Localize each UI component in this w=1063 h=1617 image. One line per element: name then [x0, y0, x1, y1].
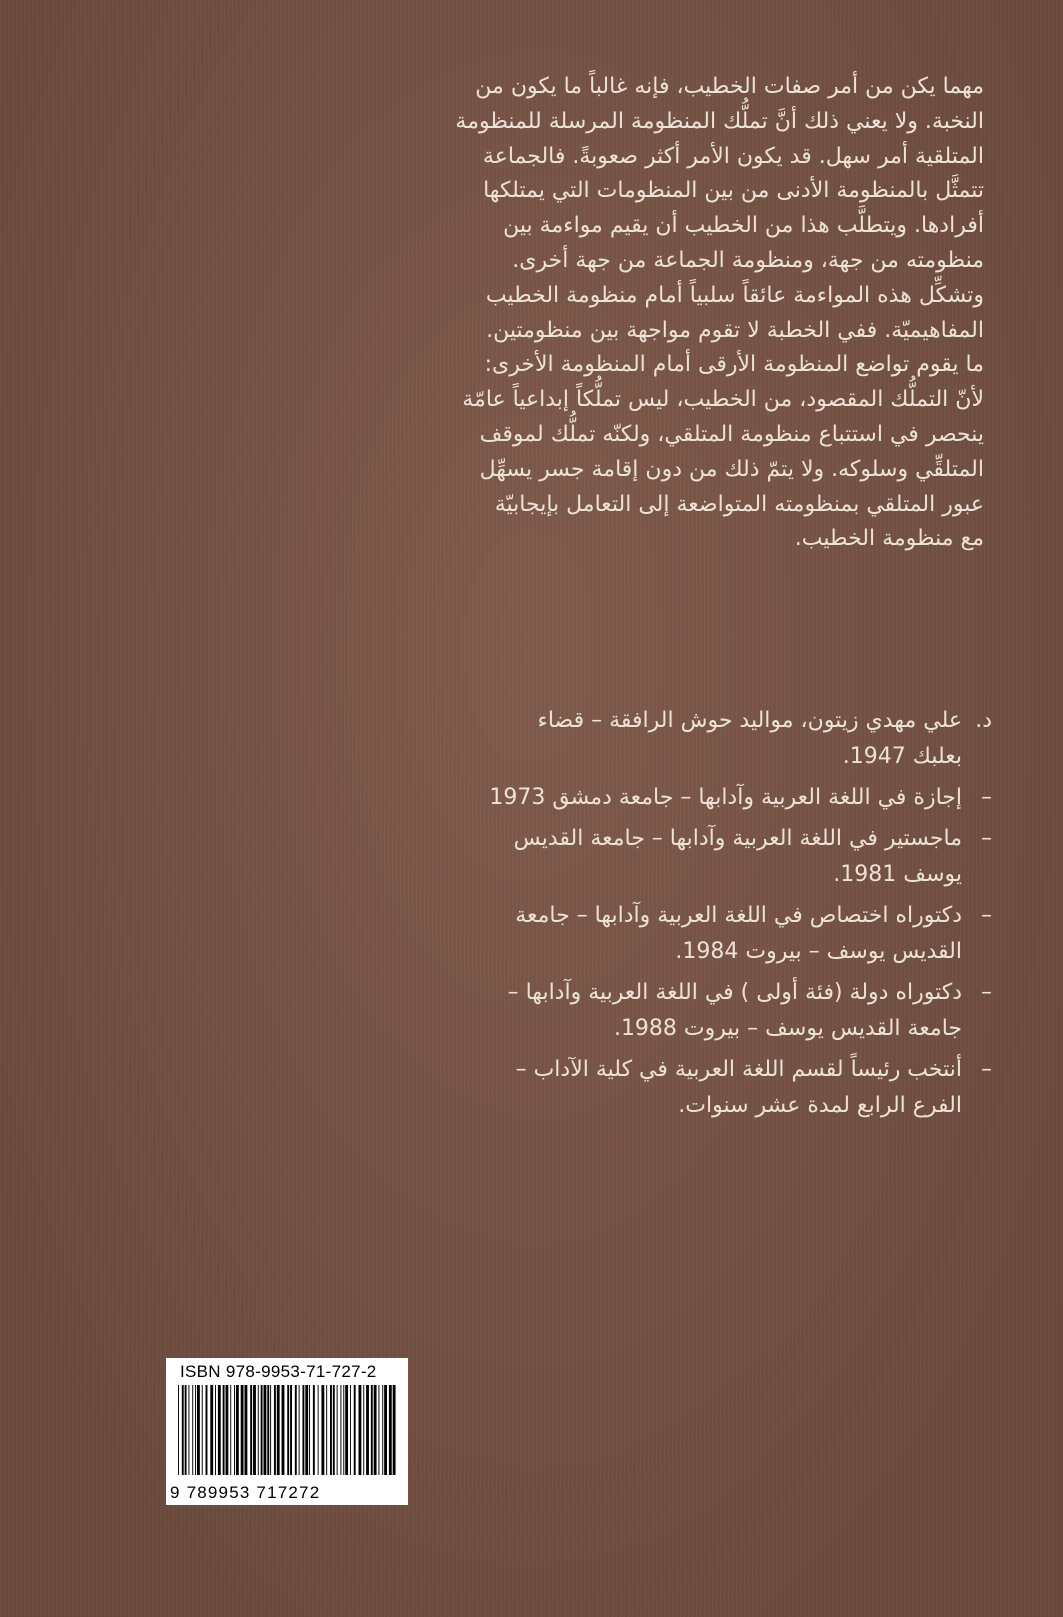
barcode-bar — [389, 1385, 392, 1475]
bio-line: إجازة في اللغة العربية وآدابها – جامعة دمشق 1973 — [489, 785, 962, 810]
blurb-line: أفرادها. ويتطلَّب هذا من الخطيب أن يقيم مواءمة بين — [503, 213, 984, 239]
barcode-bar — [302, 1385, 304, 1475]
barcode-bar — [245, 1385, 248, 1475]
barcode-bar — [236, 1385, 239, 1475]
blurb-line: ما يقوم تواضع المنظومة الأرقى أمام المنظومة الأخرى: — [484, 352, 984, 378]
barcode-bar — [393, 1385, 396, 1475]
barcode-bar — [366, 1385, 369, 1475]
barcode-bar — [185, 1385, 187, 1475]
bio-marker: – — [981, 903, 992, 928]
bio-item — [392, 703, 992, 775]
barcode-bar — [210, 1385, 213, 1475]
bio-line: علي مهدي زيتون، مواليد حوش الرافقة – قضاء — [537, 708, 962, 733]
barcode-bar — [264, 1385, 267, 1475]
blurb-line: عبور المتلقي بمنظومته المتواضعة إلى التعامل بإيجابيّة — [494, 491, 984, 517]
barcode-bar — [330, 1385, 332, 1475]
bio-item — [392, 975, 992, 1047]
author-bio — [392, 703, 992, 1129]
bio-marker: د. — [975, 708, 992, 733]
blurb-line: لأنّ التملُّك المقصود، من الخطيب، ليس تملُّكاً إبداعياً عامّة — [462, 387, 984, 413]
barcode-bar — [250, 1385, 252, 1475]
barcode-bar — [188, 1385, 189, 1475]
barcode-bar — [305, 1385, 308, 1475]
barcode-bar — [359, 1385, 362, 1475]
barcode-bar — [282, 1385, 285, 1475]
barcode-bar — [333, 1385, 335, 1475]
barcode-bar — [206, 1385, 208, 1475]
bio-line: أنتخب رئيساً لقسم اللغة العربية في كلية الآداب – — [515, 1057, 962, 1082]
bio-item — [392, 821, 992, 893]
barcode-bar — [345, 1385, 348, 1475]
bio-marker: – — [981, 826, 992, 851]
bio-item — [392, 1052, 992, 1124]
bio-line: القديس يوسف – بيروت 1984. — [675, 939, 962, 964]
barcode-bar — [230, 1385, 231, 1475]
bio-marker: – — [981, 785, 992, 810]
barcode-bar — [192, 1385, 193, 1475]
barcode-bar — [270, 1385, 271, 1475]
isbn-digits: 9 789953 717272 — [170, 1483, 321, 1502]
barcode-bar — [354, 1385, 356, 1475]
barcode-bar — [182, 1385, 184, 1475]
blurb-line: المتلقِّي وسلوكه. ولا يتمّ ذلك من دون إقامة جسر يسهِّل — [479, 456, 984, 482]
barcode-bar — [340, 1385, 341, 1475]
barcode-bars — [178, 1385, 396, 1475]
bio-line: ماجستير في اللغة العربية وآدابها – جامعة القديس — [513, 826, 962, 851]
barcode-bar — [197, 1385, 200, 1475]
blurb-line: ينحصر في استتباع منظومة المتلقي، ولكنّه تملُّك لموقف — [479, 421, 984, 447]
barcode-bar — [318, 1385, 319, 1475]
blurb-line: وتشكِّل هذه المواءمة عائقاً سلبياً أمام منظومة الخطيب — [485, 282, 984, 308]
barcode-bar — [178, 1385, 179, 1475]
barcode-bar — [343, 1385, 344, 1475]
barcode-bar — [374, 1385, 377, 1475]
blurb-line: المفاهيميّة. ففي الخطبة لا تقوم مواجهة بين منظومتين. — [486, 317, 984, 343]
barcode-bar — [290, 1385, 292, 1475]
barcode-bar — [261, 1385, 263, 1475]
barcode-bar — [218, 1385, 221, 1475]
bio-item — [392, 898, 992, 970]
bio-line: بعلبك 1947. — [842, 744, 962, 769]
barcode-bar — [267, 1385, 269, 1475]
barcode-bar — [253, 1385, 256, 1475]
barcode-bar — [287, 1385, 289, 1475]
barcode-bar — [274, 1385, 276, 1475]
barcode-bar — [363, 1385, 364, 1475]
barcode-bar — [234, 1385, 235, 1475]
isbn-label: ISBN 978-9953-71-727-2 — [180, 1362, 377, 1381]
blurb-line: مهما يكن من أمر صفات الخطيب، فإنه غالباً ما يكون من — [475, 74, 984, 99]
isbn-barcode — [166, 1358, 408, 1505]
barcode-bar — [384, 1385, 387, 1475]
barcode-bar — [313, 1385, 315, 1475]
barcode-bar — [215, 1385, 216, 1475]
barcode-bar — [226, 1385, 229, 1475]
bio-marker: – — [981, 980, 992, 1005]
barcode-bar — [299, 1385, 300, 1475]
barcode-bar — [223, 1385, 225, 1475]
bio-line: جامعة القديس يوسف – بيروت 1988. — [613, 1016, 962, 1041]
bio-line: الفرع الرابع لمدة عشر سنوات. — [678, 1093, 962, 1118]
barcode-bar — [277, 1385, 280, 1475]
barcode-bar — [321, 1385, 324, 1475]
bio-marker: – — [981, 1057, 992, 1082]
bio-item — [392, 780, 992, 816]
barcode-bar — [309, 1385, 310, 1475]
blurb-line: النخبة. ولا يعني ذلك أنَّ تملُّك المنظومة المرسلة للمنظومة — [455, 108, 984, 134]
barcode-bar — [195, 1385, 196, 1475]
barcode-bar — [202, 1385, 203, 1475]
barcode-bar — [241, 1385, 244, 1475]
blurb-line: منظومته من جهة، ومنظومة الجماعة من جهة أخرى. — [512, 247, 984, 273]
barcode-bar — [382, 1385, 383, 1475]
blurb-line: المتلقية أمر سهل. قد يكون الأمر أكثر صعوبةً. فالجماعة — [482, 143, 984, 169]
bio-line: دكتوراه اختصاص في اللغة العربية وآدابها – جامعة — [515, 903, 962, 928]
bio-line: يوسف 1981. — [833, 862, 962, 887]
blurb-text — [352, 70, 984, 557]
barcode-bar — [337, 1385, 338, 1475]
barcode-bar — [295, 1385, 297, 1475]
barcode-bar — [258, 1385, 259, 1475]
barcode-bar — [326, 1385, 327, 1475]
blurb-line: مع منظومة الخطيب. — [794, 526, 984, 552]
barcode-bar — [371, 1385, 373, 1475]
barcode-bar — [350, 1385, 351, 1475]
blurb-line: تتمثَّل بالمنظومة الأدنى من بين المنظومات التي يمتلكها — [483, 178, 984, 204]
barcode-bar — [378, 1385, 379, 1475]
bio-line: دكتوراه دولة (فئة أولى ) في اللغة العربية وآدابها – — [507, 980, 962, 1005]
